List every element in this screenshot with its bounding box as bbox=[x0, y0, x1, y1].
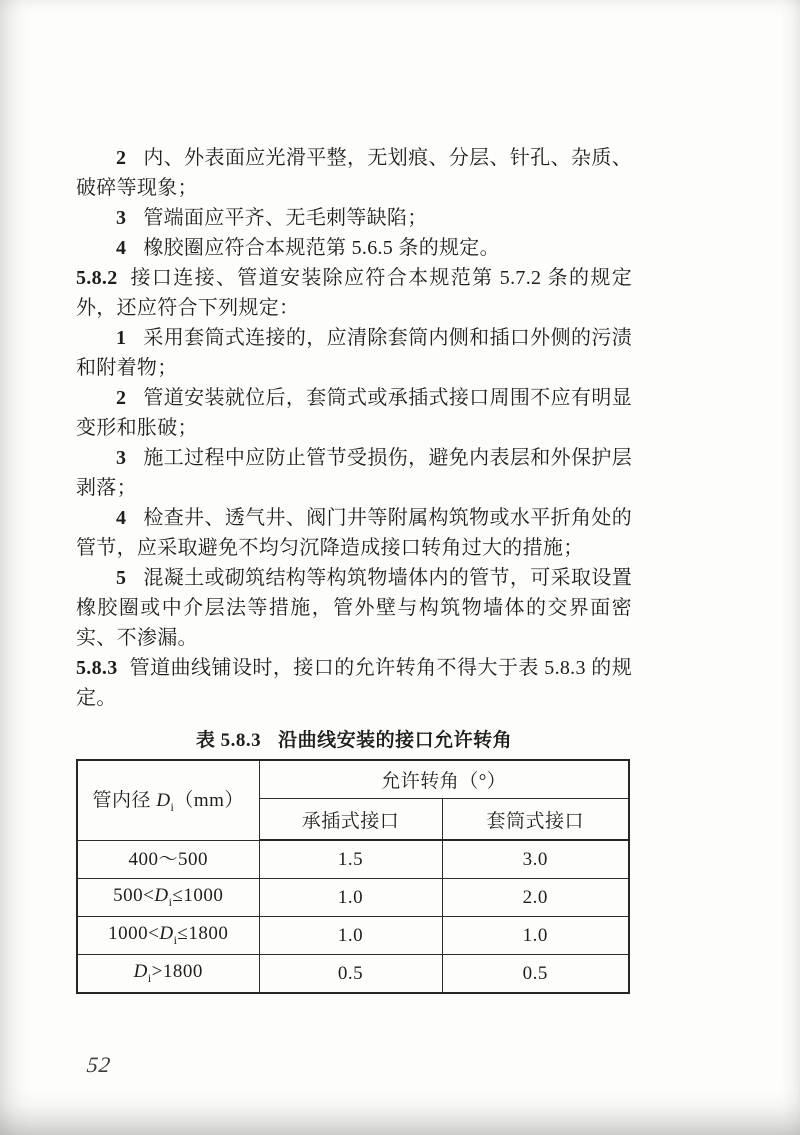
item-number: 3 bbox=[116, 207, 127, 229]
paragraph-item bbox=[76, 233, 632, 263]
item-number: 2 bbox=[116, 147, 127, 169]
paragraph-text: 接口连接、管道安装除应符合本规范第 5.7.2 条的规定外，还应符合下列规定： bbox=[76, 267, 632, 319]
table-row bbox=[77, 917, 629, 955]
paragraph-item bbox=[76, 203, 632, 233]
paragraph-section bbox=[76, 653, 632, 713]
section-number: 5.8.2 bbox=[76, 267, 118, 289]
paragraph-item bbox=[76, 503, 632, 563]
sleeve-angle-cell: 1.0 bbox=[442, 917, 629, 955]
paragraph-text: 管端面应平齐、无毛刺等缺陷； bbox=[143, 207, 428, 229]
sleeve-angle-cell: 0.5 bbox=[442, 955, 629, 994]
item-number: 2 bbox=[116, 387, 127, 409]
socket-angle-cell: 1.5 bbox=[259, 840, 442, 879]
item-number: 3 bbox=[116, 447, 127, 469]
sleeve-angle-cell: 2.0 bbox=[442, 879, 629, 917]
diameter-range-cell: $1000<D_i\le 1800$ bbox=[77, 917, 259, 955]
diameter-symbol: D bbox=[156, 790, 171, 812]
paragraph-text: 橡胶圈应符合本规范第 5.6.5 条的规定。 bbox=[143, 237, 500, 259]
paragraph-text: 管道曲线铺设时，接口的允许转角不得大于表 5.8.3 的规定。 bbox=[76, 657, 632, 709]
page-number: 52 bbox=[85, 1052, 113, 1077]
paragraph-item bbox=[76, 443, 632, 503]
item-number: 1 bbox=[116, 327, 127, 349]
table-caption bbox=[76, 727, 632, 755]
socket-angle-cell: 0.5 bbox=[259, 955, 442, 994]
table-caption-number: 表 5.8.3 bbox=[195, 730, 262, 751]
column-header-allowed-angle: 允许转角（°） bbox=[259, 760, 629, 799]
paragraph-text: 混凝土或砌筑结构等构筑物墙体内的管节，可采取设置橡胶圈或中介层法等措施，管外壁与构筑物墙体的交界面密实、不渗漏。 bbox=[76, 567, 632, 649]
paragraph-text: 检查井、透气井、阀门井等附属构筑物或水平折角处的管节，应采取避免不均匀沉降造成接口转角过大的措施； bbox=[76, 507, 632, 559]
paragraph-item bbox=[76, 383, 632, 443]
paragraph-item bbox=[76, 563, 632, 653]
table-caption-title: 沿曲线安装的接口允许转角 bbox=[278, 730, 513, 751]
paragraph-text: 管道安装就位后，套筒式或承插式接口周围不应有明显变形和胀破； bbox=[76, 387, 632, 439]
allowed-rotation-angle-table bbox=[76, 759, 630, 994]
diameter-range-cell: 400～500 bbox=[77, 840, 259, 879]
paragraph-text: 内、外表面应光滑平整，无划痕、分层、针孔、杂质、破碎等现象； bbox=[76, 147, 632, 199]
diameter-range-cell: $500<D_i\le 1000$ bbox=[77, 879, 259, 917]
item-number: 4 bbox=[116, 237, 127, 259]
column-header-pipe-diameter: 管内径 $D_i(mm)$ bbox=[77, 760, 259, 840]
paragraph-item bbox=[76, 323, 632, 383]
page-content bbox=[76, 143, 632, 994]
paragraph-item bbox=[76, 143, 632, 203]
table-row bbox=[77, 879, 629, 917]
sleeve-angle-cell: 3.0 bbox=[442, 840, 629, 879]
paragraph-text: 采用套筒式连接的，应清除套筒内侧和插口外侧的污渍和附着物； bbox=[76, 327, 632, 379]
column-header-socket-joint: 承插式接口 bbox=[259, 799, 442, 841]
section-number: 5.8.3 bbox=[76, 657, 118, 679]
diameter-range-cell: $D_i>1800$ bbox=[77, 955, 259, 994]
paragraph-text: 施工过程中应防止管节受损伤，避免内表层和外保护层剥落； bbox=[76, 447, 632, 499]
table-row bbox=[77, 840, 629, 879]
socket-angle-cell: 1.0 bbox=[259, 917, 442, 955]
item-number: 5 bbox=[116, 567, 127, 589]
socket-angle-cell: 1.0 bbox=[259, 879, 442, 917]
item-number: 4 bbox=[116, 507, 127, 529]
column-header-sleeve-joint: 套筒式接口 bbox=[442, 799, 629, 841]
table-row bbox=[77, 955, 629, 994]
paragraph-section bbox=[76, 263, 632, 323]
